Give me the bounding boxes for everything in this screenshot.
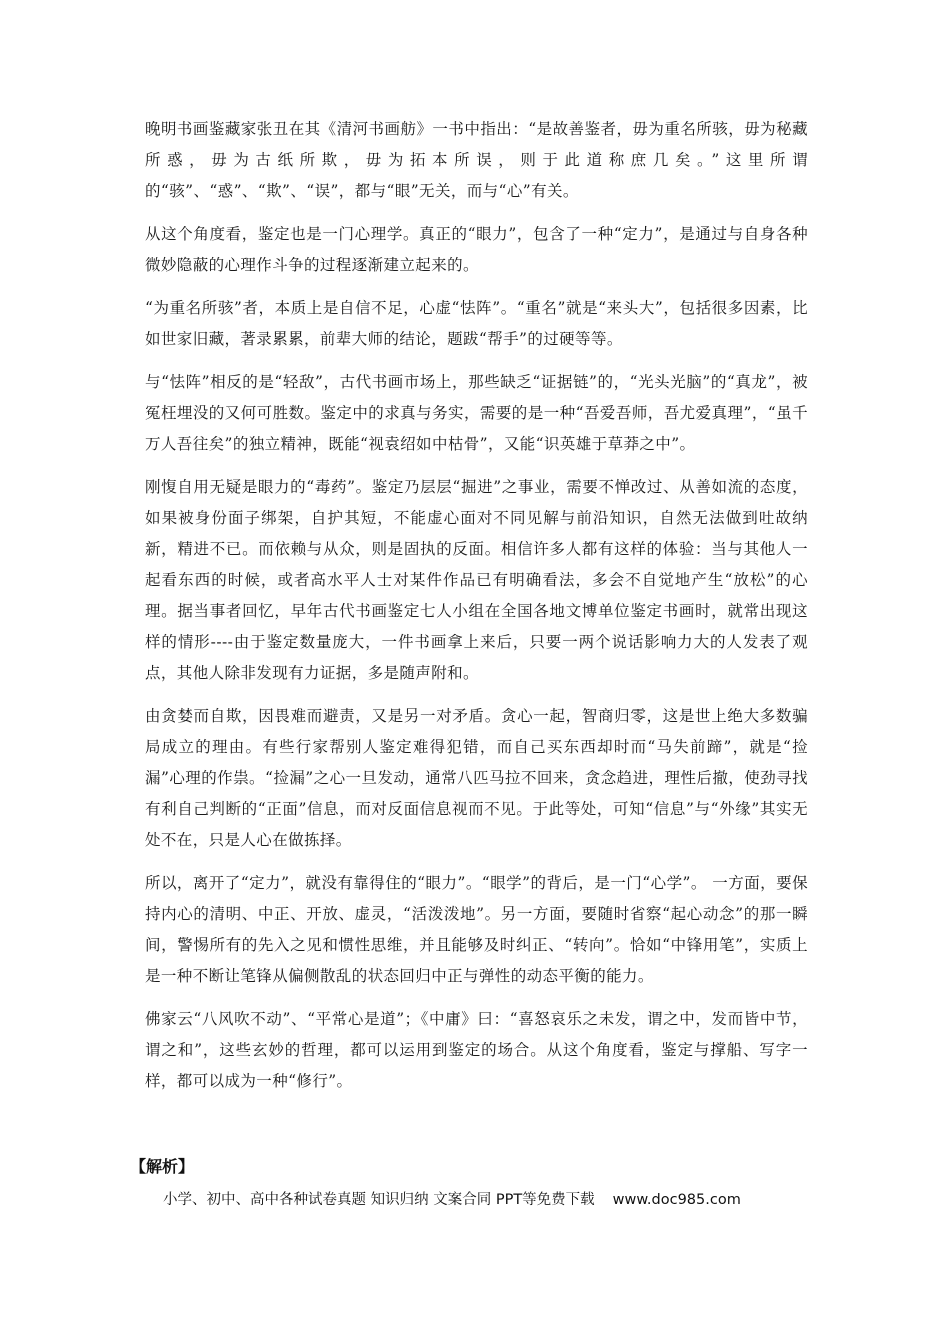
paragraph-7: 所以，离开了“定力”，就没有靠得住的“眼力”。“眼学”的背后，是一门“心学”。 一方面，要保持内心的清明、中正、开放、虚灵，“活泼泼地”。另一方面，要随时省察“起心动念”的那一瞬间，警惕所有的先入之见和惯性思维，并且能够及时纠正、“转向”。恰如“中锋用笔”，实质上是一种不断让笔锋从偏侧散乱的状态回归中正与弹性的动态平衡的能力。	[145, 874, 808, 985]
article-body	[145, 114, 808, 1109]
footer-url-link[interactable]: www.doc985.com	[612, 1192, 741, 1208]
paragraph-2: 从这个角度看，鉴定也是一门心理学。真正的“眼力”，包含了一种“定力”，是通过与自身各种微妙隐蔽的心理作斗争的过程逐渐建立起来的。	[145, 225, 808, 274]
page-footer	[163, 1188, 803, 1212]
paragraph-3: “为重名所骇”者，本质上是自信不足，心虚“怯阵”。“重名”就是“来头大”，包括很多因素，比如世家旧藏，著录累累，前辈大师的结论，题跋“帮手”的过硬等等。	[145, 299, 808, 348]
analysis-heading: 【解析】	[130, 1157, 195, 1176]
paragraph-8: 佛家云“八风吹不动”、“平常心是道”；《中庸》曰：“喜怒哀乐之未发，谓之中，发而皆中节，谓之和”，这些玄妙的哲理，都可以运用到鉴定的场合。从这个角度看，鉴定与撑船、写字一样，都可以成为一种“修行”。	[145, 1010, 808, 1090]
paragraph-6: 由贪婪而自欺，因畏难而避责，又是另一对矛盾。贪心一起，智商归零，这是世上绝大多数骗局成立的理由。有些行家帮别人鉴定难得犯错，而自己买东西却时而“马失前蹄”，就是“捡漏”心理的作祟。“捡漏”之心一旦发动，通常八匹马拉不回来，贪念趋进，理性后撤，使劲寻找有利自己判断的“正面”信息，而对反面信息视而不见。于此等处，可知“信息”与“外缘”其实无处不在，只是人心在做拣择。	[145, 707, 808, 849]
footer-text: 小学、初中、高中各种试卷真题 知识归纳 文案合同 PPT等免费下载	[163, 1192, 595, 1208]
paragraph-4: 与“怯阵”相反的是“轻敌”，古代书画市场上，那些缺乏“证据链”的，“光头光脑”的“真龙”，被冤枉埋没的又何可胜数。鉴定中的求真与务实，需要的是一种“吾爱吾师，吾尤爱真理”，“虽千万人吾往矣”的独立精神，既能“视袁绍如中枯骨”，又能“识英雄于草莽之中”。	[145, 373, 808, 453]
paragraph-5: 刚愎自用无疑是眼力的“毒药”。鉴定乃层层“掘进”之事业，需要不惮改过、从善如流的态度，如果被身份面子绑架，自护其短，不能虚心面对不同见解与前沿知识，自然无法做到吐故纳新，精进不已。而依赖与从众，则是固执的反面。相信许多人都有这样的体验：当与其他人一起看东西的时候，或者高水平人士对某件作品已有明确看法，多会不自觉地产生“放松”的心理。据当事者回忆，早年古代书画鉴定七人小组在全国各地文博单位鉴定书画时，就常出现这样的情形----由于鉴定数量庞大，一件书画拿上来后，只要一两个说话影响力大的人发表了观点，其他人除非发现有力证据，多是随声附和。	[145, 478, 808, 682]
paragraph-1: 晚明书画鉴藏家张丑在其《清河书画舫》一书中指出：“是故善鉴者，毋为重名所骇，毋为秘藏所惑，毋为古纸所欺，毋为拓本所误，则于此道称庶几矣。”这里所谓的“骇”、“惑”、“欺”、“误”，都与“眼”无关，而与“心”有关。	[145, 120, 808, 200]
